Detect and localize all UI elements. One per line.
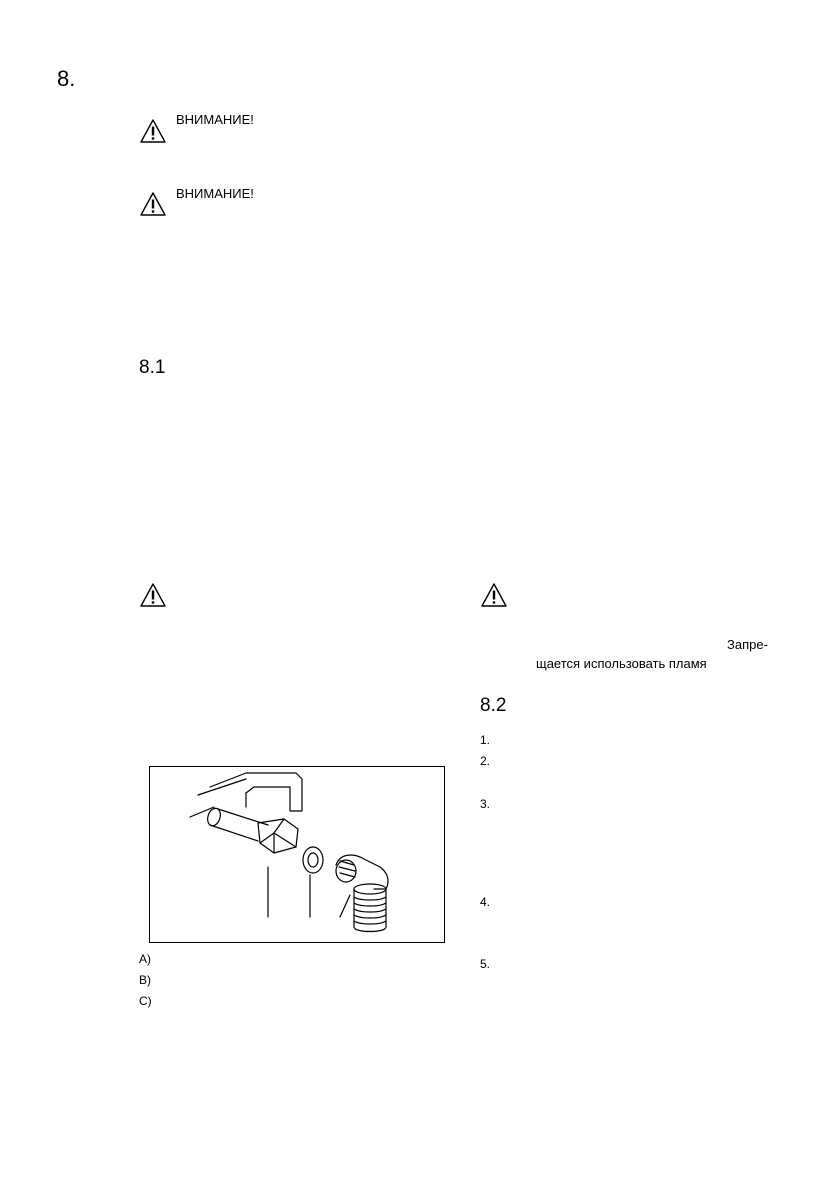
warning-triangle-icon <box>139 191 167 217</box>
warning-label: ВНИМАНИЕ! <box>176 112 254 127</box>
subsection-number-8-2: 8.2 <box>480 695 507 716</box>
hose-connection-illustration <box>150 767 444 942</box>
warning-triangle-icon <box>139 118 167 144</box>
figure-legend-b: B) <box>139 973 151 987</box>
warning-triangle-icon <box>139 582 167 608</box>
step-number: 3. <box>480 797 491 811</box>
warning-text-line2: щается использовать пламя <box>536 656 707 671</box>
step-number: 5. <box>480 957 491 971</box>
step-number: 1. <box>480 733 491 747</box>
section-number: 8. <box>57 66 76 91</box>
warning-label: ВНИМАНИЕ! <box>176 186 254 201</box>
warning-text-line1: Запре- <box>727 637 768 652</box>
figure-legend-c: C) <box>139 994 152 1008</box>
hose-connection-figure <box>149 766 445 943</box>
figure-legend-a: A) <box>139 952 151 966</box>
step-number: 4. <box>480 895 491 909</box>
step-number: 2. <box>480 754 491 768</box>
warning-triangle-icon <box>480 582 508 608</box>
subsection-number-8-1: 8.1 <box>139 357 166 378</box>
